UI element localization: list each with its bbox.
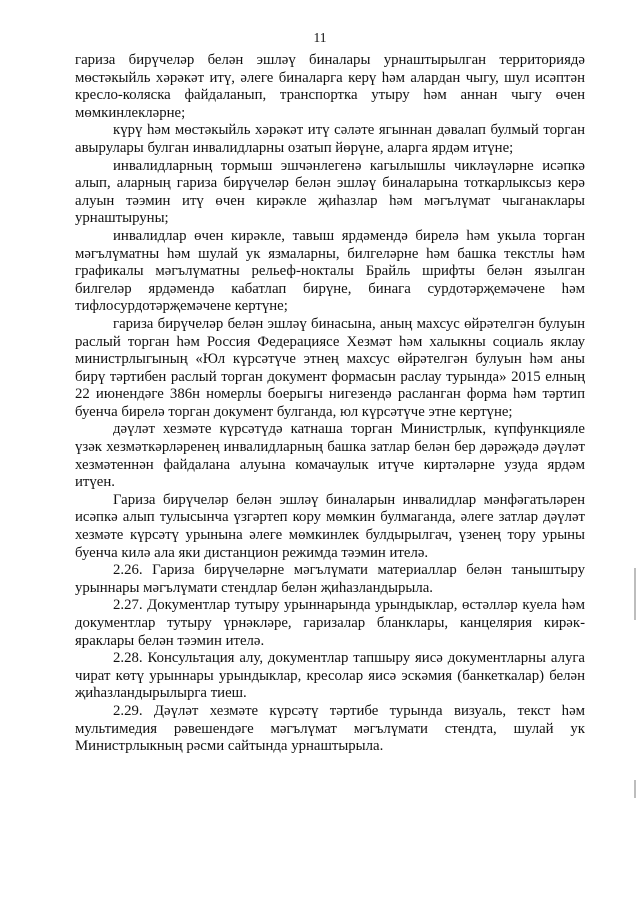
scan-edge-mark: [634, 780, 636, 798]
paragraph-7: Гариза бирүчеләр белән эшләү биналарын инвалидлар мәнфәгатьләрен исәпкә алып тулысынча үзгәртеп кору мөмкин булмаганда, әлеге затлар дәүләт хезмәте күрсәтү урынына әлеге мөмкинлек булдырылгач, үзенең тору урыны буенча килә ала яки дистанцион режимда тәэмин ителә.: [75, 491, 585, 561]
page-number: 11: [313, 30, 327, 45]
paragraph-3: инвалидларның тормыш эшчәнлегенә кагылышлы чикләүләрне исәпкә алып, аларның гариза бирүчеләр белән эшләү биналарына тоткарлыксыз керә алуын тәэмин итү өчен кирәкле җиһазлар һәм мәгълүмат чыганаклары урнаштыруны;: [75, 157, 585, 227]
paragraph-5: гариза бирүчеләр белән эшләү бинасына, аның махсус өйрәтелгән булуын раслый торган һәм Россия Федерациясе Хезмәт һәм халыкны социаль яклау министрлыгының «Юл күрсәтүче этнең махсус өйрәтелгән булуын һәм аны бирү тәртибен раслый торган документ формасын раслау турында» 2015 елның 22 июнендәге 386н номерлы боерыгы нигезендә расланган форма һәм тәртип буенча бирелә торган документ булганда, юл күрсәтүче этне кертүне;: [75, 315, 585, 420]
document-body: [75, 52, 585, 756]
paragraph-2-28: 2.28. Консультация алу, документлар тапшыру яисә документларны алуга чират көтү урыннары урындыклар, кресолар яисә эскәмия (банкеткалар) белән җиһазландырылырга тиеш.: [75, 650, 585, 702]
paragraph-1: гариза бирүчеләр белән эшләү биналары урнаштырылган территориядә мөстәкыйль хәрәкәт итү, әлеге биналарга керү һәм алардан чыгу, шул исәптән кресло-коляска файдаланып, транспортка утыру һәм аннан чыгу өчен мөмкинлекләрне;: [75, 52, 585, 121]
paragraph-2-27: 2.27. Документлар тутыру урыннарында урындыклар, өстәлләр куела һәм документлар тутыру үрнәкләре, гаризалар бланклары, канцелярия кирәк-яраклары белән тәэмин ителә.: [75, 597, 585, 649]
paragraph-2-26: 2.26. Гариза бирүчеләрне мәгълүмати материаллар белән таныштыру урыннары мәгълүмати стендлар белән җиһазландырыла.: [75, 562, 585, 596]
paragraph-6: дәүләт хезмәте күрсәтүдә катнаша торган Министрлык, күпфункцияле үзәк хезмәткәрләренең инвалидларның башка затлар белән бер дәрәҗәдә дәүләт хезмәтеннән файдалана алуына комачаулык итүче киртәләрне узуда ярдәм итүен.: [75, 421, 585, 491]
paragraph-4: инвалидлар өчен кирәкле, тавыш ярдәмендә бирелә һәм укыла торган мәгълүматны һәм шулай ук язмаларны, билгеләрне һәм башка текстлы һәм графикалы мәгълүматны рельеф-нокталы Брайль шрифты белән язылган билгеләр ярдәмендә кабатлап бирүне, бинага сурдотәрҗемәчене һәм тифлосурдотәрҗемәчене кертүне;: [75, 227, 585, 315]
scan-edge-mark: [634, 568, 636, 620]
paragraph-2-29: 2.29. Дәүләт хезмәте күрсәтү тәртибе турында визуаль, текст һәм мультимедия рәвешендәге мәгълүмат мәгълүмати стендта, шулай ук Министрлыкның рәсми сайтында урнаштырыла.: [75, 702, 585, 755]
paragraph-2: күрү һәм мөстәкыйль хәрәкәт итү сәләте ягыннан дәвалап булмый торган авырулары булган инвалидларны озатып йөрүне, аларга ярдәм итүне;: [75, 122, 585, 156]
